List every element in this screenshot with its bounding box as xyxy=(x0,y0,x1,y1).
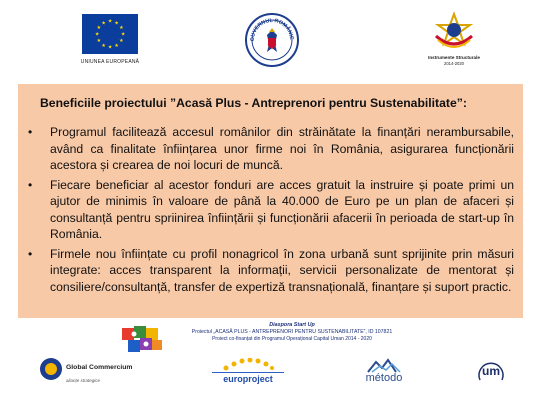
eu-star-icon: ★ xyxy=(94,32,100,38)
benefits-panel xyxy=(18,84,523,318)
bullet-icon: • xyxy=(28,125,33,139)
cofinancing-note: Proiect co-finanțat din Programul Operațional Capital Uman 2014 - 2020 xyxy=(212,336,372,342)
eu-logo xyxy=(80,14,140,72)
list-item-text: Fiecare beneficiar al acestor fonduri are acces gratuit la instruire și poate primi un ajutor de minimis în valoare de până la 40.000 de Euro pe un plan de afaceri și consultanță pentru spriinirea înființării și funcționării afacerii în perioada de start-up în România. xyxy=(50,177,514,241)
list-item xyxy=(28,177,514,243)
government-seal-logo xyxy=(244,8,300,72)
eu-label: UNIUNEA EUROPEANĂ xyxy=(80,59,140,65)
eu-flag-icon xyxy=(82,14,138,54)
puzzle-logo-icon xyxy=(120,324,166,356)
eu-star-icon: ★ xyxy=(114,43,119,49)
project-info xyxy=(120,322,420,356)
um-name: um xyxy=(482,364,500,378)
bullet-icon: • xyxy=(28,246,33,261)
instruments-star-icon xyxy=(424,10,484,50)
eu-star-icon: ★ xyxy=(119,39,124,45)
eu-star-icon: ★ xyxy=(114,21,119,27)
eu-star-icon: ★ xyxy=(101,43,106,49)
project-full-name: Proiectul „ACASĂ PLUS - ANTREPRENORI PENTRU SUSTENABILITATE”, ID 107821 xyxy=(191,329,393,335)
list-item-text: Programul facilitează accesul românilor din străinătate la finanțări nerambursabile, având ca finalitate înființarea unor firme noi în România, asigurarea funcționării acestora și crearea de noi locuri de muncă. xyxy=(50,125,514,172)
metodo-logo xyxy=(354,358,414,390)
panel-title: Beneficiile proiectului ”Acasă Plus - Antreprenori pentru Sustenabilitate”: xyxy=(40,96,467,110)
eu-star-icon: ★ xyxy=(107,19,113,25)
metodo-name: método xyxy=(365,372,403,384)
list-item xyxy=(28,124,514,174)
europroject-name: europroject xyxy=(212,372,284,384)
project-short-name: Diaspora Start Up xyxy=(269,322,315,328)
eu-star-icon: ★ xyxy=(96,39,101,45)
europroject-dots-icon xyxy=(222,358,274,372)
um-logo xyxy=(476,360,506,388)
global-commercium-icon xyxy=(40,358,62,380)
global-commercium-tagline: alianțe strategice xyxy=(66,378,101,383)
global-commercium-name: Global Commercium xyxy=(66,364,133,371)
eu-star-icon: ★ xyxy=(101,21,106,27)
global-commercium-logo xyxy=(40,356,133,392)
instruments-years: 2014-2020 xyxy=(443,60,465,66)
list-item xyxy=(28,246,514,296)
eu-star-icon: ★ xyxy=(96,26,101,32)
seal-text: GUVERNUL ROMÂNIE xyxy=(249,17,295,42)
eu-star-icon: ★ xyxy=(107,45,113,51)
benefits-list xyxy=(28,124,514,298)
list-item-text: Firmele nou înființate cu profil nonagricol în zona urbană sunt sprijinite prin măsuri integrate: acces transparent la informații, servicii personalizate de mentorat și consiliere/consultanță, transfer de expertiză transnațională, finanțare și suport practic. xyxy=(50,246,514,294)
bullet-icon: • xyxy=(28,177,33,192)
eu-star-icon: ★ xyxy=(120,32,126,38)
structural-instruments-logo xyxy=(424,10,484,76)
header-logos xyxy=(0,0,542,80)
eu-star-icon: ★ xyxy=(119,26,124,32)
europroject-logo xyxy=(212,358,284,388)
instruments-label: Instrumente Structurale xyxy=(428,55,480,60)
